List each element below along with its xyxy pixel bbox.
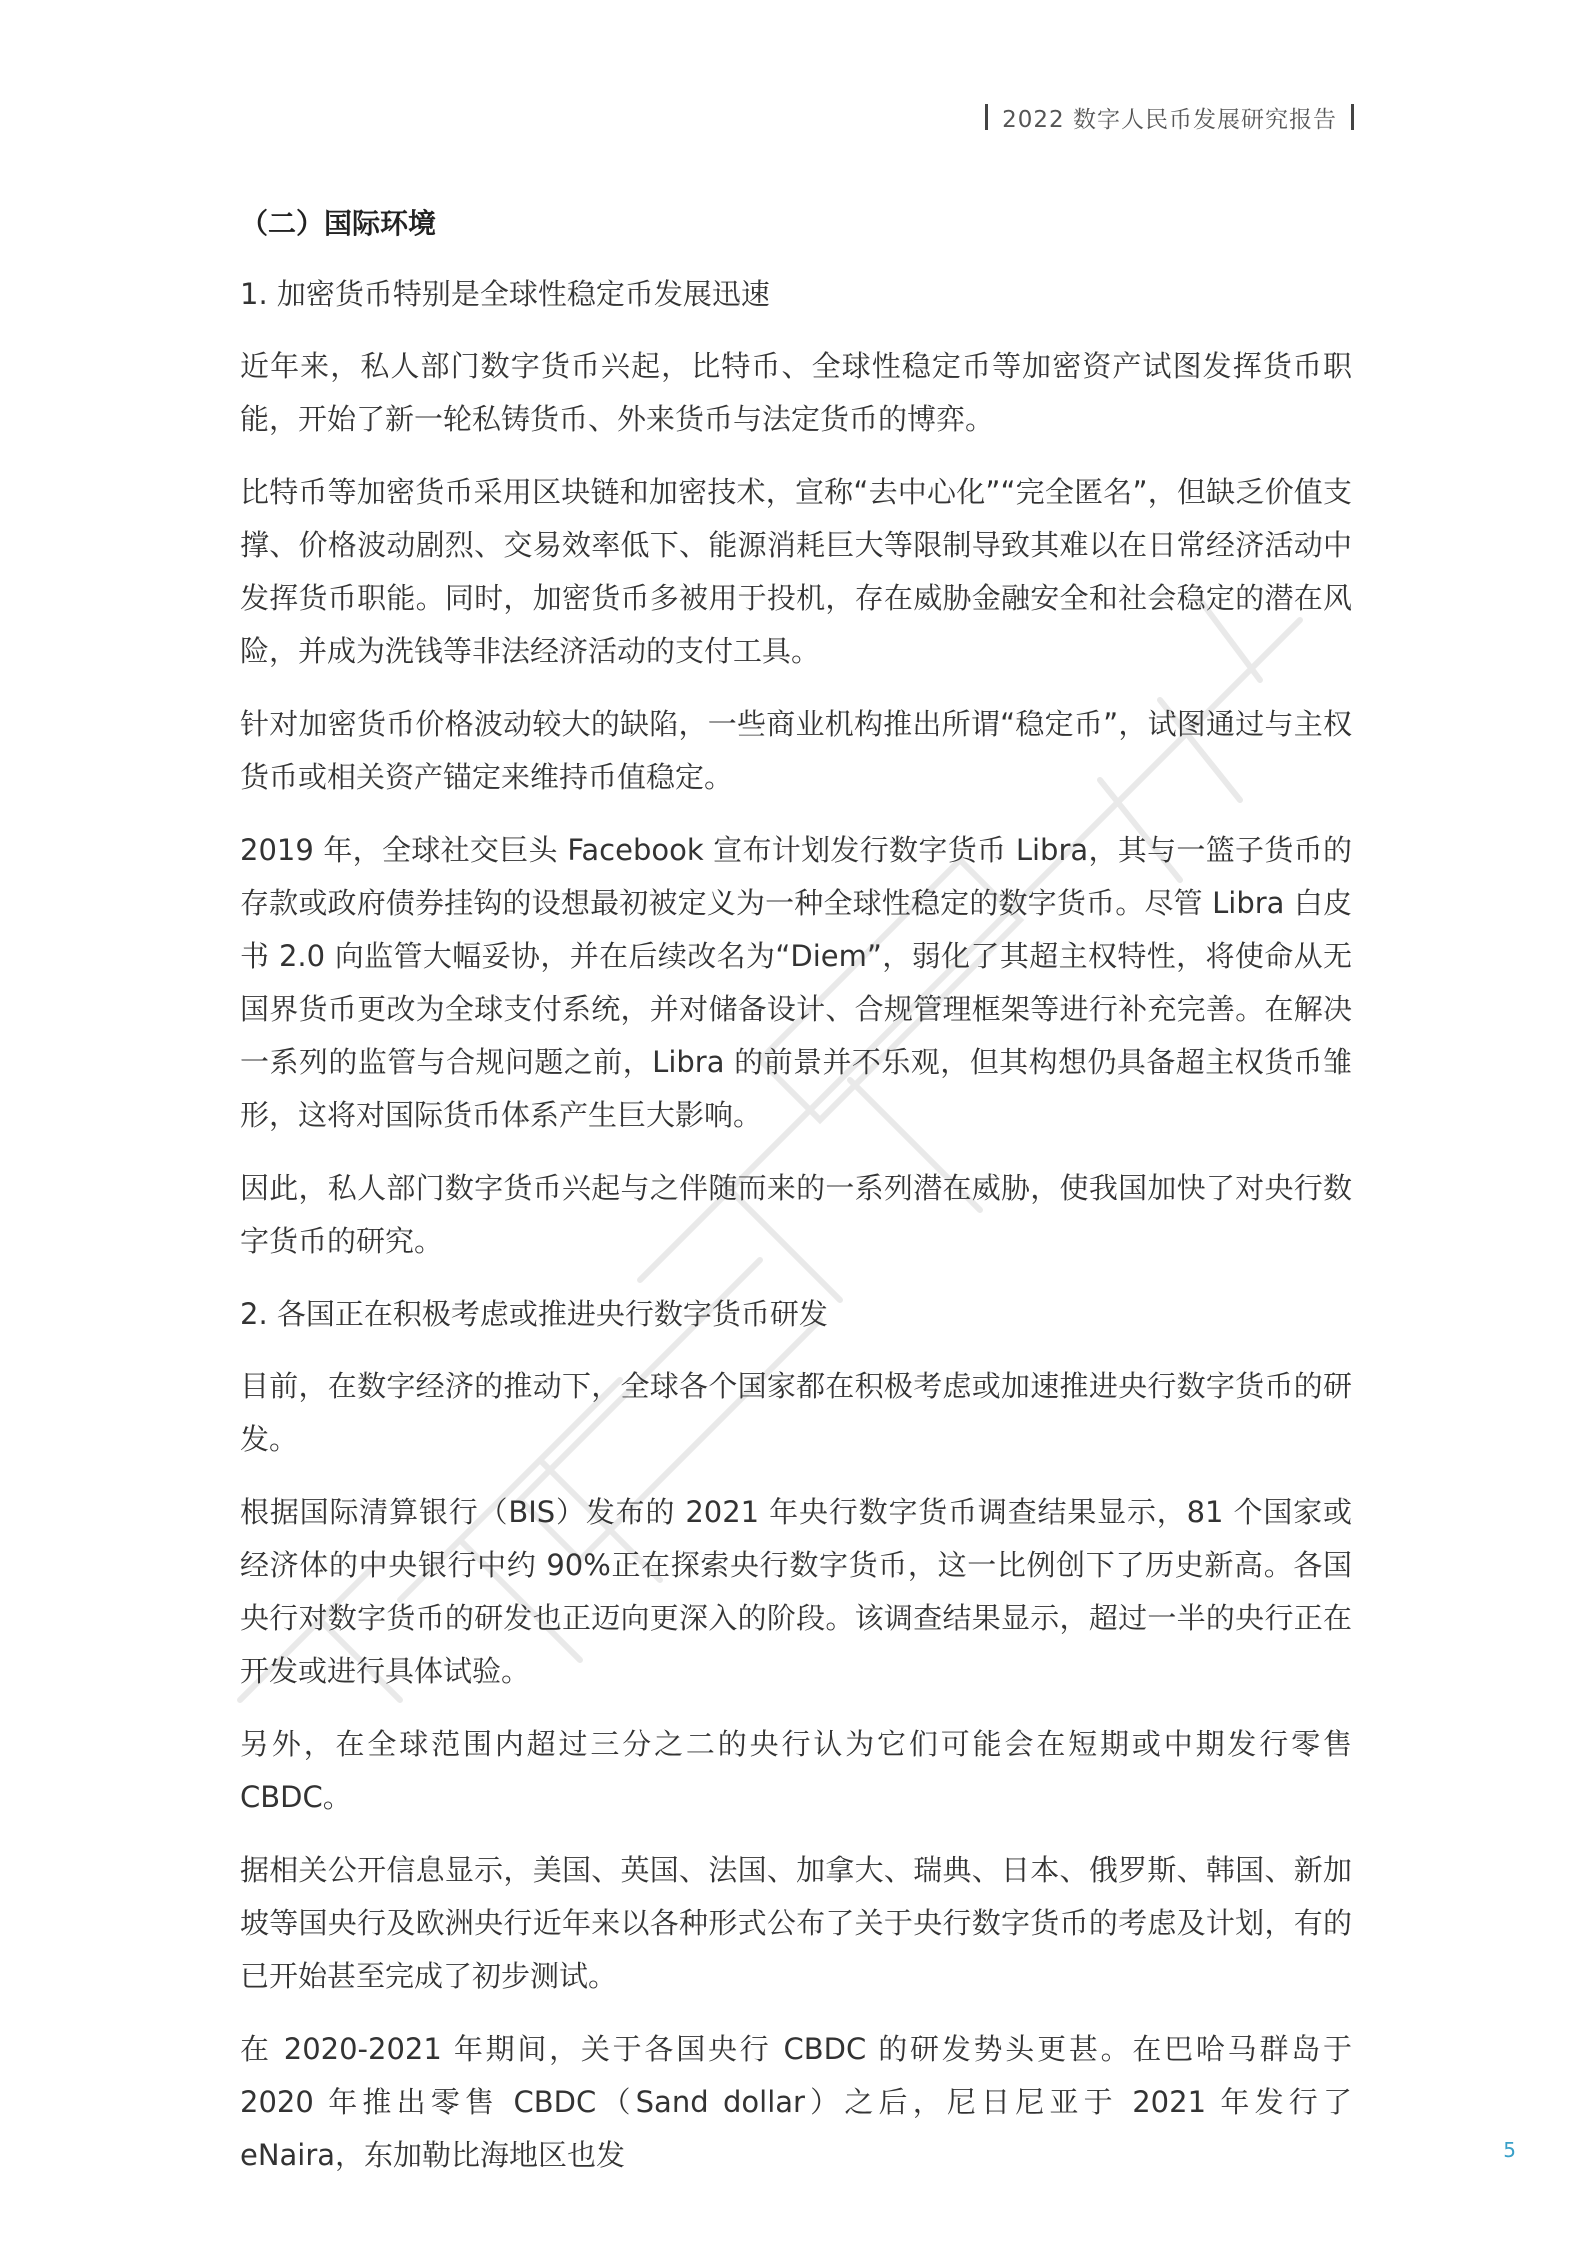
header-right-bar [1351, 104, 1354, 130]
paragraph: 据相关公开信息显示，美国、英国、法国、加拿大、瑞典、日本、俄罗斯、韩国、新加坡等国央行及欧洲央行近年来以各种形式公布了关于央行数字货币的考虑及计划，有的已开始甚至完成了初步测试。 [240, 1853, 1352, 1993]
paragraph: 2019 年，全球社交巨头 Facebook 宣布计划发行数字货币 Libra，其与一篮子货币的存款或政府债券挂钩的设想最初被定义为一种全球性稳定的数字货币。尽管 Libra 白皮书 2.0 向监管大幅妥协，并在后续改名为“Diem”，弱化了其超主权特性，将使命从无国界货币更改为全球支付系统，并对储备设计、合规管理框架等进行补充完善。在解决一系列的监管与合规问题之前，Libra 的前景并不乐观，但其构想仍具备超主权货币雏形，这将对国际货币体系产生巨大影响。 [240, 833, 1352, 1132]
paragraph: 根据国际清算银行（BIS）发布的 2021 年央行数字货币调查结果显示，81 个国家或经济体的中央银行中约 90%正在探索央行数字货币，这一比例创下了历史新高。各国央行对数字货币的研发也正迈向更深入的阶段。该调查结果显示，超过一半的央行正在开发或进行具体试验。 [240, 1495, 1352, 1688]
paragraph: 比特币等加密货币采用区块链和加密技术，宣称“去中心化”“完全匿名”，但缺乏价值支撑、价格波动剧烈、交易效率低下、能源消耗巨大等限制导致其难以在日常经济活动中发挥货币职能。同时，加密货币多被用于投机，存在威胁金融安全和社会稳定的潜在风险，并成为洗钱等非法经济活动的支付工具。 [240, 475, 1352, 668]
paragraph: 近年来，私人部门数字货币兴起，比特币、全球性稳定币等加密资产试图发挥货币职能，开始了新一轮私铸货币、外来货币与法定货币的博弈。 [240, 349, 1352, 436]
header-left-bar [985, 104, 988, 130]
paragraph: 因此，私人部门数字货币兴起与之伴随而来的一系列潜在威胁，使我国加快了对央行数字货币的研究。 [240, 1171, 1352, 1258]
section-title: （二）国际环境 [240, 207, 437, 240]
subsection-title-1: 1. 加密货币特别是全球性稳定币发展迅速 [240, 277, 770, 311]
paragraph: 目前，在数字经济的推动下，全球各个国家都在积极考虑或加速推进央行数字货币的研发。 [240, 1369, 1352, 1456]
subsection-title-2: 2. 各国正在积极考虑或推进央行数字货币研发 [240, 1297, 828, 1331]
page-number: 5 [1503, 2138, 1516, 2162]
header-title: 2022 数字人民币发展研究报告 [1002, 106, 1337, 133]
paragraph: 在 2020-2021 年期间，关于各国央行 CBDC 的研发势头更甚。在巴哈马群岛于 2020 年推出零售 CBDC（Sand dollar）之后，尼日尼亚于 2021 年发行了 eNaira，东加勒比海地区也发 [240, 2032, 1352, 2172]
paragraph: 另外，在全球范围内超过三分之二的央行认为它们可能会在短期或中期发行零售 CBDC。 [240, 1727, 1352, 1814]
running-header [971, 100, 1368, 134]
paragraph: 针对加密货币价格波动较大的缺陷，一些商业机构推出所谓“稳定币”，试图通过与主权货币或相关资产锚定来维持币值稳定。 [240, 707, 1352, 794]
page-content [240, 200, 1352, 2202]
